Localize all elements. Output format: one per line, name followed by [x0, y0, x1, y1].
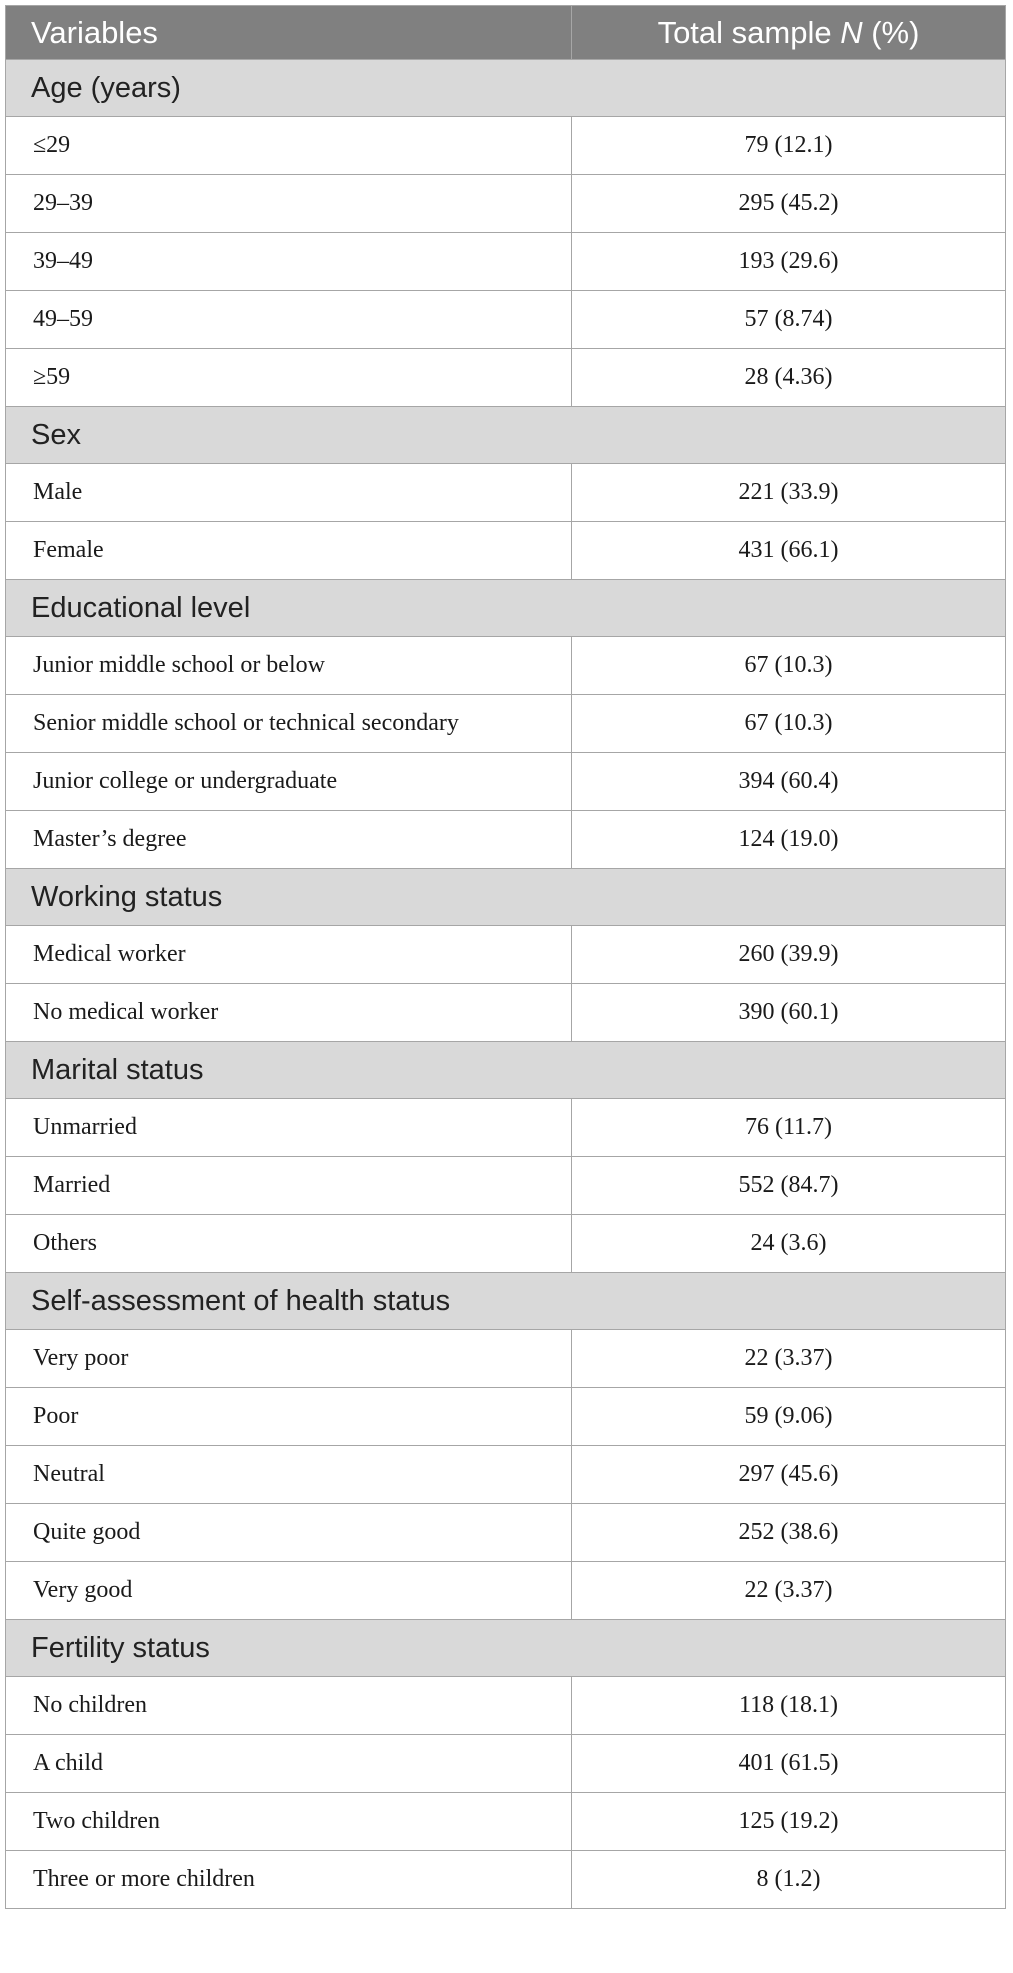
variable-label: Quite good	[6, 1504, 572, 1562]
sample-value: 67 (10.3)	[572, 637, 1006, 695]
section-row	[6, 407, 1006, 464]
table-row	[6, 1388, 1006, 1446]
table-row	[6, 233, 1006, 291]
variable-label: No medical worker	[6, 984, 572, 1042]
demographics-table	[5, 5, 1006, 1909]
table-row	[6, 926, 1006, 984]
section-title: Marital status	[6, 1042, 1006, 1099]
section-row	[6, 60, 1006, 117]
sample-value: 394 (60.4)	[572, 753, 1006, 811]
table-row	[6, 1851, 1006, 1909]
table-row	[6, 1330, 1006, 1388]
sample-value: 221 (33.9)	[572, 464, 1006, 522]
variable-label: Male	[6, 464, 572, 522]
variable-label: 49–59	[6, 291, 572, 349]
variable-label: Married	[6, 1157, 572, 1215]
sample-value: 295 (45.2)	[572, 175, 1006, 233]
table-row	[6, 1157, 1006, 1215]
table-row	[6, 175, 1006, 233]
variable-label: Very good	[6, 1562, 572, 1620]
header-row	[6, 6, 1006, 60]
variable-label: 29–39	[6, 175, 572, 233]
table-row	[6, 695, 1006, 753]
variable-label: Female	[6, 522, 572, 580]
table-row	[6, 1562, 1006, 1620]
sample-value: 57 (8.74)	[572, 291, 1006, 349]
sample-value: 431 (66.1)	[572, 522, 1006, 580]
header-total-italic: N	[840, 14, 863, 50]
table-row	[6, 1793, 1006, 1851]
sample-value: 390 (60.1)	[572, 984, 1006, 1042]
sample-value: 28 (4.36)	[572, 349, 1006, 407]
section-row	[6, 1620, 1006, 1677]
variable-label: Neutral	[6, 1446, 572, 1504]
sample-value: 125 (19.2)	[572, 1793, 1006, 1851]
variable-label: Junior middle school or below	[6, 637, 572, 695]
section-row	[6, 1042, 1006, 1099]
variable-label: Very poor	[6, 1330, 572, 1388]
sample-value: 260 (39.9)	[572, 926, 1006, 984]
variable-label: No children	[6, 1677, 572, 1735]
table-row	[6, 464, 1006, 522]
section-title: Self-assessment of health status	[6, 1273, 1006, 1330]
section-row	[6, 580, 1006, 637]
table-row	[6, 349, 1006, 407]
sample-value: 59 (9.06)	[572, 1388, 1006, 1446]
sample-value: 8 (1.2)	[572, 1851, 1006, 1909]
variable-label: ≥59	[6, 349, 572, 407]
sample-value: 76 (11.7)	[572, 1099, 1006, 1157]
sample-value: 24 (3.6)	[572, 1215, 1006, 1273]
variable-label: Junior college or undergraduate	[6, 753, 572, 811]
sample-value: 252 (38.6)	[572, 1504, 1006, 1562]
table-row	[6, 984, 1006, 1042]
variable-label: Others	[6, 1215, 572, 1273]
sample-value: 67 (10.3)	[572, 695, 1006, 753]
variable-label: 39–49	[6, 233, 572, 291]
table-row	[6, 291, 1006, 349]
sample-value: 118 (18.1)	[572, 1677, 1006, 1735]
variable-label: ≤29	[6, 117, 572, 175]
variable-label: Poor	[6, 1388, 572, 1446]
section-title: Sex	[6, 407, 1006, 464]
section-title: Educational level	[6, 580, 1006, 637]
table-body	[6, 60, 1006, 1909]
variable-label: Unmarried	[6, 1099, 572, 1157]
table-row	[6, 1735, 1006, 1793]
sample-value: 401 (61.5)	[572, 1735, 1006, 1793]
section-row	[6, 869, 1006, 926]
variable-label: Senior middle school or technical secondary	[6, 695, 572, 753]
section-title: Fertility status	[6, 1620, 1006, 1677]
table-row	[6, 1099, 1006, 1157]
section-title: Age (years)	[6, 60, 1006, 117]
table-row	[6, 1504, 1006, 1562]
table-row	[6, 1446, 1006, 1504]
table-row	[6, 522, 1006, 580]
table-row	[6, 811, 1006, 869]
table-row	[6, 1677, 1006, 1735]
variable-label: Master’s degree	[6, 811, 572, 869]
table-row	[6, 637, 1006, 695]
section-title: Working status	[6, 869, 1006, 926]
header-total-prefix: Total sample	[657, 14, 841, 50]
sample-value: 297 (45.6)	[572, 1446, 1006, 1504]
table-row	[6, 117, 1006, 175]
sample-value: 124 (19.0)	[572, 811, 1006, 869]
sample-value: 22 (3.37)	[572, 1330, 1006, 1388]
sample-value: 193 (29.6)	[572, 233, 1006, 291]
variable-label: Medical worker	[6, 926, 572, 984]
sample-value: 552 (84.7)	[572, 1157, 1006, 1215]
header-variables: Variables	[6, 6, 572, 60]
variable-label: Three or more children	[6, 1851, 572, 1909]
header-total-suffix: (%)	[862, 14, 920, 50]
variable-label: Two children	[6, 1793, 572, 1851]
table-header	[6, 6, 1006, 60]
sample-value: 79 (12.1)	[572, 117, 1006, 175]
table-row	[6, 753, 1006, 811]
variable-label: A child	[6, 1735, 572, 1793]
section-row	[6, 1273, 1006, 1330]
header-total-sample	[572, 6, 1006, 60]
table-row	[6, 1215, 1006, 1273]
sample-value: 22 (3.37)	[572, 1562, 1006, 1620]
